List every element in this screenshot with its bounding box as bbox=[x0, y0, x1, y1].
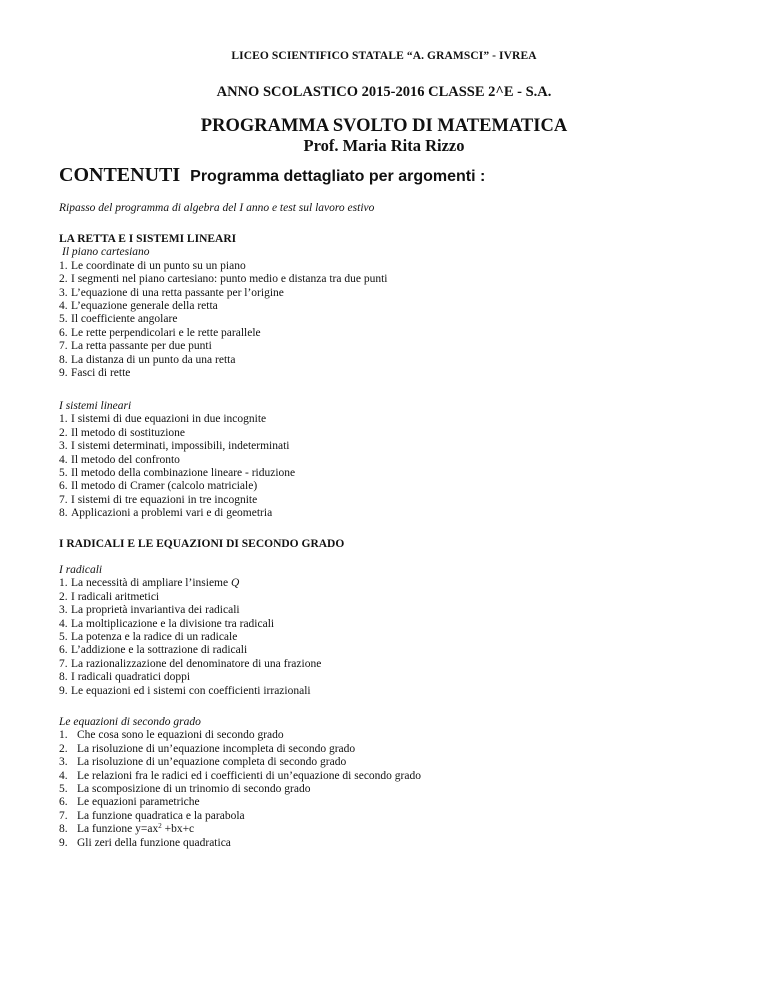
item-number: 7. bbox=[59, 493, 68, 506]
item-text: I radicali quadratici doppi bbox=[71, 671, 191, 684]
item-number: 4. bbox=[59, 299, 68, 312]
list-item bbox=[59, 658, 321, 671]
item-text: La proprietà invariantiva dei radicali bbox=[71, 604, 240, 617]
list-item bbox=[59, 618, 321, 631]
list-item bbox=[59, 454, 295, 467]
item-number: 2. bbox=[59, 426, 68, 439]
item-text: Applicazioni a problemi vari e di geometria bbox=[71, 507, 273, 520]
topic-list bbox=[59, 260, 387, 381]
item-text: L’equazione generale della retta bbox=[71, 299, 218, 312]
item-number: 9. bbox=[59, 836, 68, 849]
item-number: 8. bbox=[59, 671, 68, 684]
list-item bbox=[59, 796, 421, 809]
list-item bbox=[59, 507, 295, 520]
list-item bbox=[59, 340, 387, 353]
item-text: Fasci di rette bbox=[71, 366, 131, 379]
item-text: Il metodo di Cramer (calcolo matriciale) bbox=[71, 480, 258, 493]
school-name: LICEO SCIENTIFICO STATALE “A. GRAMSCI” - IVREA bbox=[231, 50, 537, 62]
list-item bbox=[59, 644, 321, 657]
item-number: 1. bbox=[59, 729, 68, 742]
item-number: 1. bbox=[59, 413, 68, 426]
item-text: Che cosa sono le equazioni di secondo grado bbox=[77, 729, 284, 742]
list-item bbox=[59, 837, 421, 850]
item-text: Le equazioni parametriche bbox=[77, 796, 200, 809]
item-number: 4. bbox=[59, 453, 68, 466]
section-title: I RADICALI E LE EQUAZIONI DI SECONDO GRADO bbox=[59, 538, 345, 550]
list-item bbox=[59, 770, 421, 783]
subsection-title: I radicali bbox=[59, 564, 103, 576]
item-number: 7. bbox=[59, 657, 68, 670]
list-item bbox=[59, 631, 321, 644]
list-item bbox=[59, 427, 295, 440]
item-text: La distanza di un punto da una retta bbox=[71, 353, 236, 366]
list-item bbox=[59, 604, 321, 617]
item-number: 6. bbox=[59, 796, 68, 809]
topic-list bbox=[59, 729, 421, 850]
item-text: Le rette perpendicolari e le rette parallele bbox=[71, 326, 261, 339]
item-number: 9. bbox=[59, 684, 68, 697]
item-text: L’addizione e la sottrazione di radicali bbox=[71, 644, 248, 657]
list-item bbox=[59, 354, 387, 367]
item-text: I sistemi di tre equazioni in tre incognite bbox=[71, 493, 258, 506]
list-item bbox=[59, 756, 421, 769]
item-number: 8. bbox=[59, 823, 68, 836]
intro-note: Ripasso del programma di algebra del I anno e test sul lavoro estivo bbox=[59, 202, 375, 214]
item-text: Il metodo del confronto bbox=[71, 453, 180, 466]
item-number: 3. bbox=[59, 604, 68, 617]
item-text: Il metodo della combinazione lineare - riduzione bbox=[71, 466, 296, 479]
document-title: PROGRAMMA SVOLTO DI MATEMATICA bbox=[200, 116, 568, 136]
list-item bbox=[59, 260, 387, 273]
item-text: La necessità di ampliare l’insieme bbox=[71, 577, 231, 590]
item-text: I radicali aritmetici bbox=[71, 590, 160, 603]
item-text: La scomposizione di un trinomio di secondo grado bbox=[77, 782, 311, 795]
item-text: Le relazioni fra le radici ed i coefficienti di un’equazione di secondo grado bbox=[77, 769, 421, 782]
item-text: Il coefficiente angolare bbox=[71, 313, 178, 326]
item-text: La funzione y=ax bbox=[77, 823, 159, 836]
topic-list bbox=[59, 413, 295, 520]
list-item bbox=[59, 413, 295, 426]
list-item bbox=[59, 287, 387, 300]
list-item bbox=[59, 467, 295, 480]
subsection-equazioni-secondo-grado bbox=[59, 716, 421, 850]
list-item bbox=[59, 783, 421, 796]
item-number: 3. bbox=[59, 286, 68, 299]
subsection-sistemi-lineari bbox=[59, 400, 295, 521]
subsection-title: Il piano cartesiano bbox=[62, 246, 150, 259]
item-number: 6. bbox=[59, 480, 68, 493]
contents-heading: CONTENUTI bbox=[59, 164, 181, 186]
item-text: La razionalizzazione del denominatore di una frazione bbox=[71, 657, 322, 670]
list-item bbox=[59, 367, 387, 380]
exponent: 2 bbox=[158, 822, 162, 831]
item-number: 6. bbox=[59, 644, 68, 657]
item-number: 8. bbox=[59, 507, 68, 520]
item-text: La moltiplicazione e la divisione tra radicali bbox=[71, 617, 275, 630]
item-text-suffix: +bx+c bbox=[161, 823, 195, 836]
list-item bbox=[59, 313, 387, 326]
item-text: Le coordinate di un punto su un piano bbox=[71, 259, 246, 272]
item-text: I sistemi di due equazioni in due incognite bbox=[71, 413, 267, 426]
section-retta-sistemi bbox=[59, 233, 387, 380]
topic-list bbox=[59, 577, 321, 698]
item-number: 1. bbox=[59, 259, 68, 272]
item-number: 9. bbox=[59, 366, 68, 379]
list-item bbox=[59, 480, 295, 493]
item-number: 5. bbox=[59, 466, 68, 479]
teacher-name: Prof. Maria Rita Rizzo bbox=[303, 136, 465, 155]
item-number: 1. bbox=[59, 577, 68, 590]
item-number: 4. bbox=[59, 769, 68, 782]
item-text: La risoluzione di un’equazione completa di secondo grado bbox=[77, 756, 347, 769]
item-number: 7. bbox=[59, 809, 68, 822]
item-number: 2. bbox=[59, 273, 68, 286]
set-symbol-q: Q bbox=[230, 577, 240, 590]
subsection-radicali bbox=[59, 564, 321, 698]
list-item bbox=[59, 591, 321, 604]
item-number: 3. bbox=[59, 756, 68, 769]
item-number: 4. bbox=[59, 617, 68, 630]
item-text: La potenza e la radice di un radicale bbox=[71, 630, 238, 643]
school-year-class: ANNO SCOLASTICO 2015-2016 CLASSE 2^E - S.A. bbox=[216, 84, 552, 100]
item-number: 3. bbox=[59, 440, 68, 453]
item-number: 8. bbox=[59, 353, 68, 366]
item-text: I segmenti nel piano cartesiano: punto medio e distanza tra due punti bbox=[71, 273, 388, 286]
list-item bbox=[59, 729, 421, 742]
item-text: La retta passante per due punti bbox=[71, 340, 212, 353]
contents-heading-row bbox=[59, 163, 485, 189]
list-item bbox=[59, 823, 421, 836]
list-item bbox=[59, 300, 387, 313]
subsection-title: I sistemi lineari bbox=[59, 400, 132, 412]
list-item bbox=[59, 327, 387, 340]
item-text: L’equazione di una retta passante per l’origine bbox=[71, 286, 284, 299]
list-item bbox=[59, 494, 295, 507]
item-text: Gli zeri della funzione quadratica bbox=[77, 836, 231, 849]
item-number: 5. bbox=[59, 782, 68, 795]
item-text: Le equazioni ed i sistemi con coefficienti irrazionali bbox=[71, 684, 311, 697]
item-text: I sistemi determinati, impossibili, indeterminati bbox=[71, 440, 290, 453]
list-item bbox=[59, 577, 321, 590]
list-item bbox=[59, 440, 295, 453]
subsection-title: Le equazioni di secondo grado bbox=[59, 716, 201, 728]
list-item bbox=[59, 671, 321, 684]
list-item bbox=[59, 743, 421, 756]
item-text: La risoluzione di un’equazione incompleta di secondo grado bbox=[77, 742, 356, 755]
item-text: La funzione quadratica e la parabola bbox=[77, 809, 245, 822]
list-item bbox=[59, 273, 387, 286]
section-title: LA RETTA E I SISTEMI LINEARI bbox=[59, 233, 237, 245]
list-item bbox=[59, 810, 421, 823]
item-number: 7. bbox=[59, 340, 68, 353]
item-number: 6. bbox=[59, 326, 68, 339]
item-number: 2. bbox=[59, 742, 68, 755]
list-item bbox=[59, 685, 321, 698]
contents-subheading: Programma dettagliato per argomenti : bbox=[190, 168, 486, 185]
item-text: Il metodo di sostituzione bbox=[71, 426, 186, 439]
item-number: 2. bbox=[59, 590, 68, 603]
item-number: 5. bbox=[59, 630, 68, 643]
section-radicali-equazioni bbox=[59, 538, 344, 551]
item-number: 5. bbox=[59, 313, 68, 326]
